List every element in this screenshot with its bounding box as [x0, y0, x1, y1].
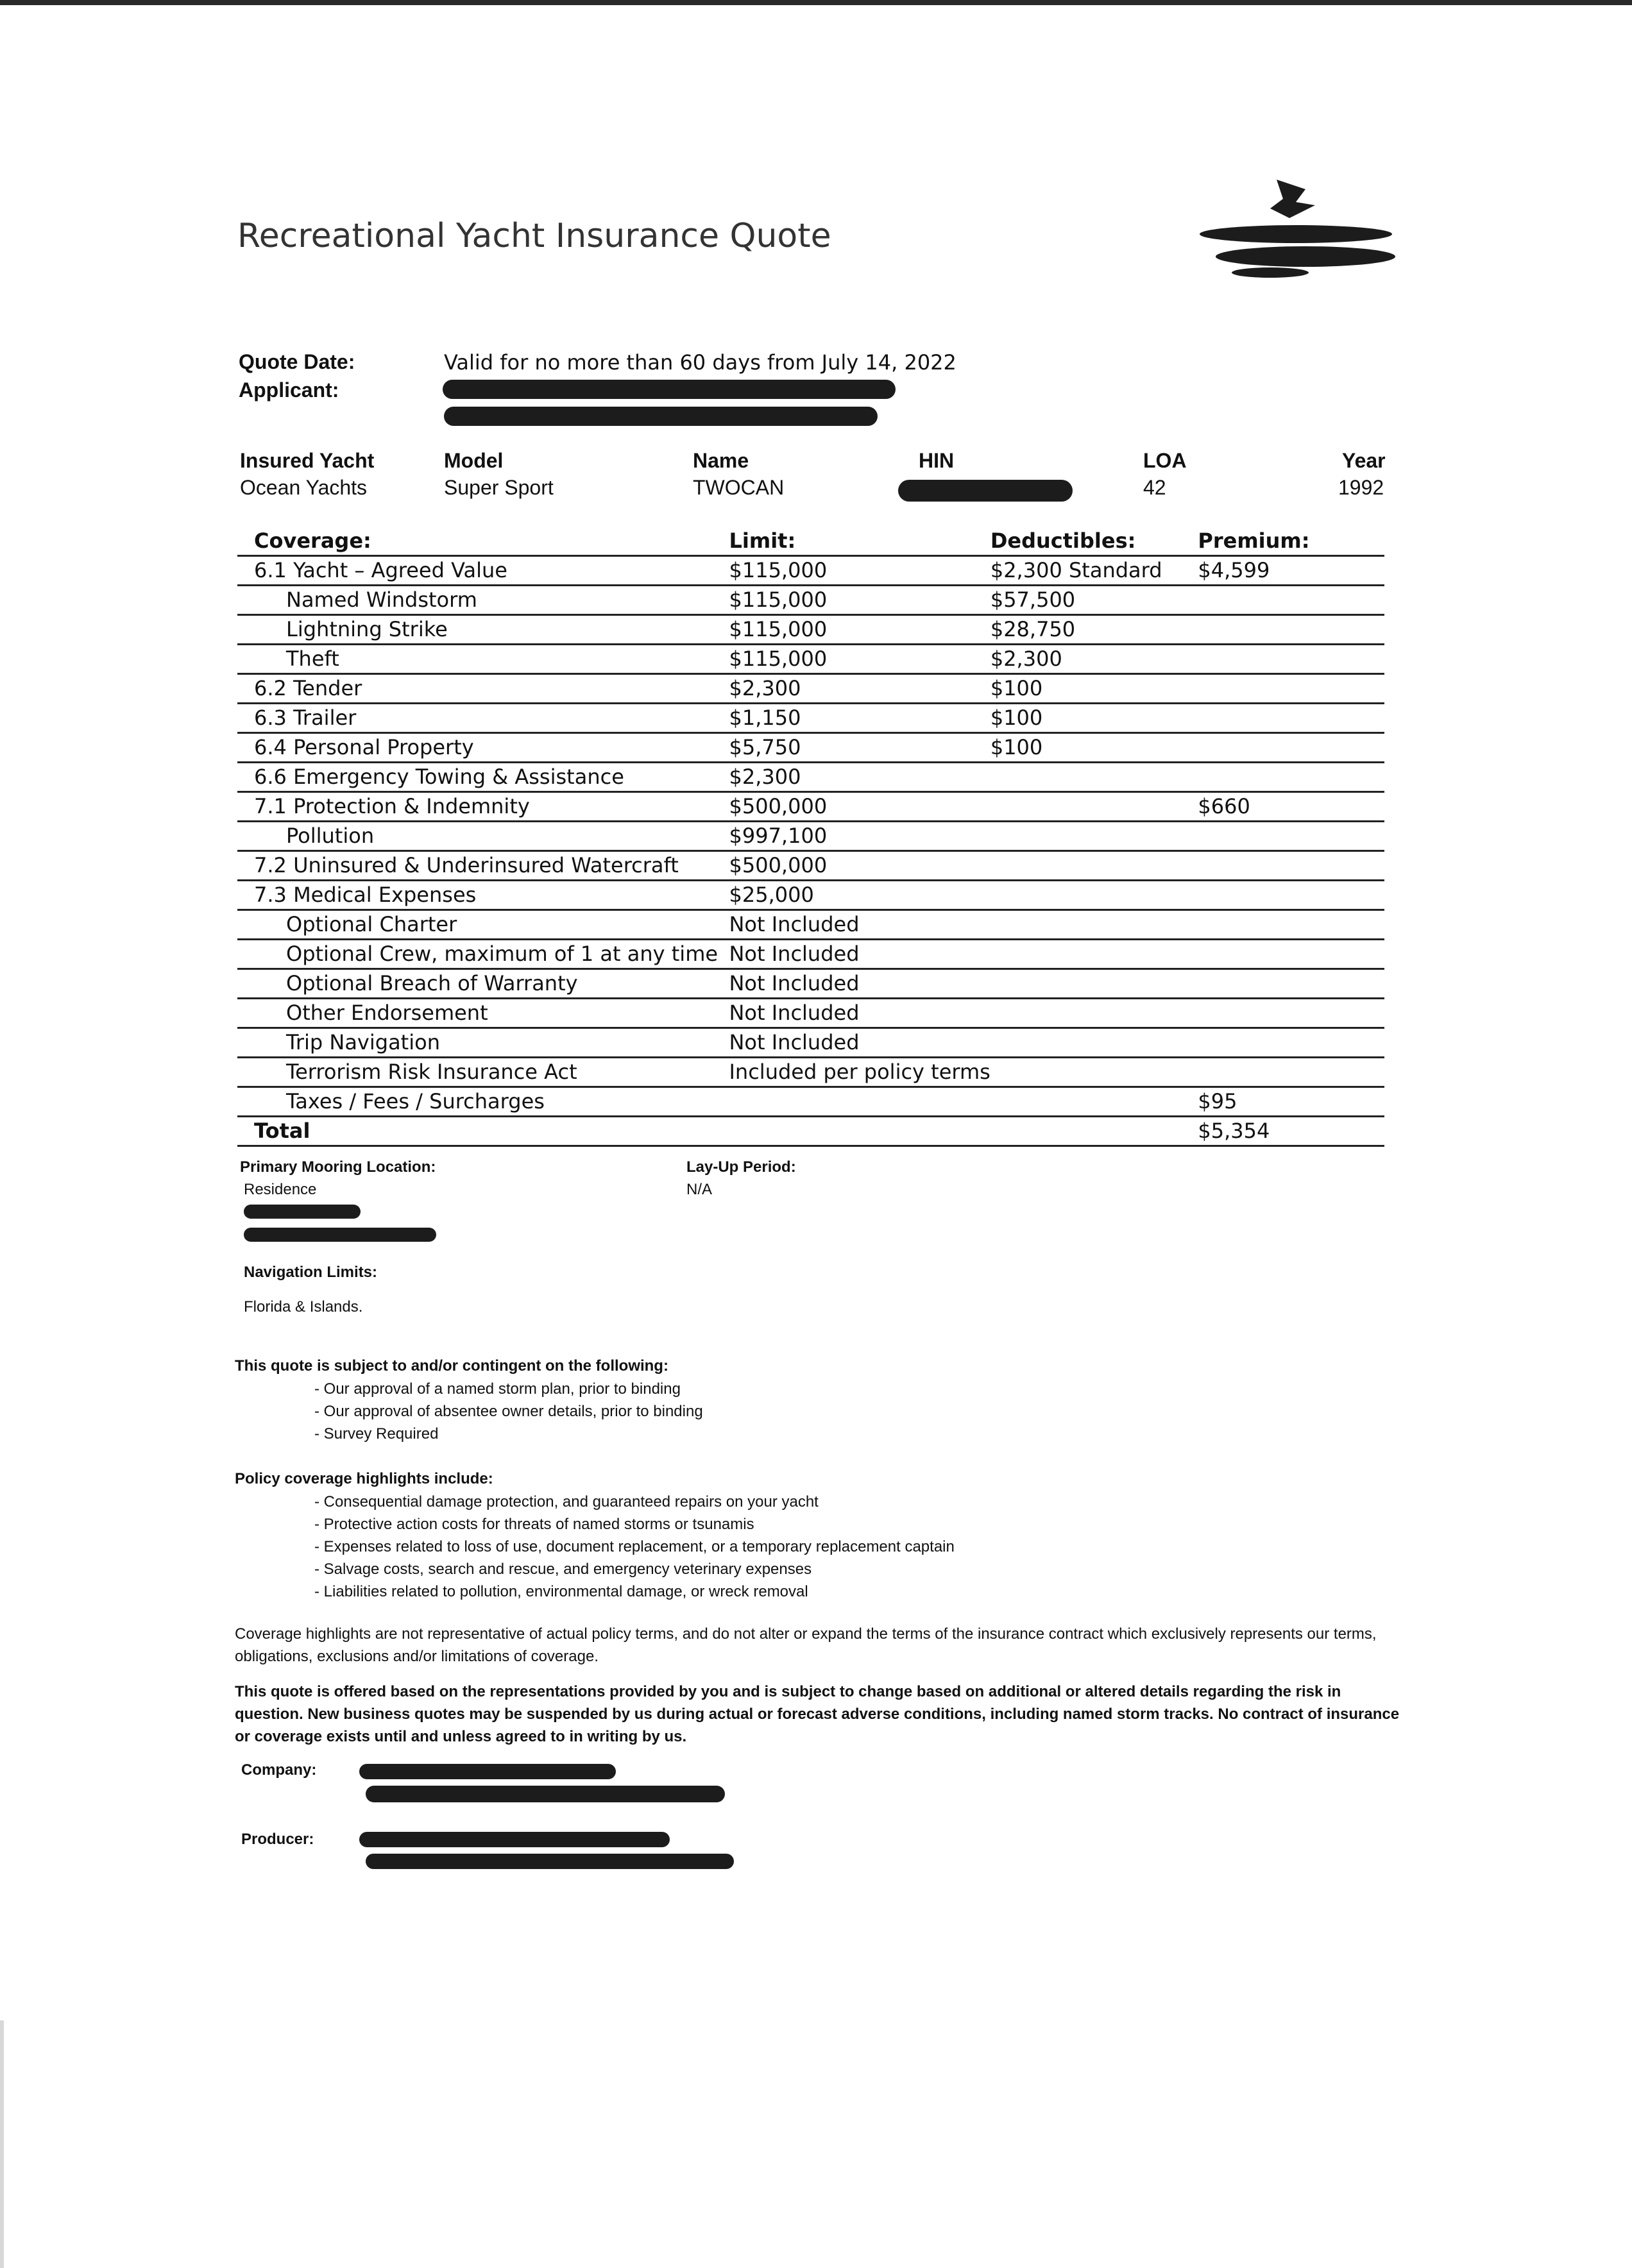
table-row	[237, 733, 1384, 763]
coverage-rows	[237, 556, 1384, 1117]
coverage-limit: $25,000	[729, 881, 990, 910]
coverage-header: Coverage:	[237, 527, 729, 556]
highlights-list	[314, 1491, 955, 1603]
coverage-name: Taxes / Fees / Surcharges	[237, 1087, 729, 1117]
table-row	[237, 1028, 1384, 1058]
coverage-premium	[1198, 910, 1384, 940]
coverage-deductible	[990, 792, 1198, 822]
coverage-name: Optional Breach of Warranty	[237, 969, 729, 999]
coverage-name: Other Endorsement	[237, 999, 729, 1028]
yacht-header-model: Model	[444, 449, 504, 472]
coverage-name: Trip Navigation	[237, 1028, 729, 1058]
coverage-premium	[1198, 645, 1384, 674]
table-row	[237, 881, 1384, 910]
table-row	[237, 910, 1384, 940]
list-item: - Our approval of absentee owner details, prior to binding	[314, 1403, 703, 1420]
table-row	[237, 674, 1384, 704]
coverage-name: Terrorism Risk Insurance Act	[237, 1058, 729, 1087]
yacht-make: Ocean Yachts	[240, 476, 368, 499]
table-row	[237, 763, 1384, 792]
list-item: - Consequential damage protection, and guaranteed repairs on your yacht	[314, 1493, 819, 1511]
yacht-header-loa: LOA	[1143, 449, 1187, 472]
coverage-name: Named Windstorm	[237, 586, 729, 615]
coverage-deductible	[990, 1058, 1198, 1087]
coverage-premium	[1198, 704, 1384, 733]
layup-value: N/A	[686, 1181, 713, 1198]
table-row	[237, 586, 1384, 615]
limit-header: Limit:	[729, 527, 990, 556]
table-row	[237, 1087, 1384, 1117]
coverage-deductible	[990, 999, 1198, 1028]
table-row	[237, 999, 1384, 1028]
redacted-mooring-line1	[244, 1205, 361, 1219]
coverage-header-row	[237, 527, 1384, 556]
coverage-limit: $115,000	[729, 586, 990, 615]
quote-date-value: Valid for no more than 60 days from July 14, 2022	[444, 350, 956, 375]
coverage-premium: $4,599	[1198, 556, 1384, 586]
coverage-premium: $95	[1198, 1087, 1384, 1117]
coverage-premium	[1198, 969, 1384, 999]
company-label: Company:	[241, 1761, 317, 1779]
list-item: - Expenses related to loss of use, document replacement, or a temporary replacement captain	[314, 1538, 955, 1555]
coverage-deductible: $2,300	[990, 645, 1198, 674]
list-item: - Liabilities related to pollution, environmental damage, or wreck removal	[314, 1583, 808, 1600]
coverage-premium	[1198, 851, 1384, 881]
table-row	[237, 1058, 1384, 1087]
list-item: - Salvage costs, search and rescue, and emergency veterinary expenses	[314, 1561, 812, 1578]
redacted-hin	[898, 480, 1073, 502]
yacht-loa: 42	[1143, 476, 1166, 499]
coverage-name: Pollution	[237, 822, 729, 851]
scan-left-edge	[0, 2020, 4, 2268]
total-row	[237, 1117, 1384, 1146]
table-row	[237, 940, 1384, 969]
table-row	[237, 822, 1384, 851]
mooring-value: Residence	[244, 1181, 317, 1198]
mooring-label: Primary Mooring Location:	[240, 1158, 436, 1176]
coverage-deductible: $100	[990, 674, 1198, 704]
layup-label: Lay-Up Period:	[686, 1158, 796, 1176]
coverage-name: 6.6 Emergency Towing & Assistance	[237, 763, 729, 792]
coverage-deductible: $57,500	[990, 586, 1198, 615]
coverage-deductible	[990, 1028, 1198, 1058]
coverage-limit: $115,000	[729, 645, 990, 674]
yacht-name: TWOCAN	[693, 476, 785, 499]
contingent-heading: This quote is subject to and/or contingent on the following:	[235, 1357, 668, 1375]
coverage-deductible	[990, 763, 1198, 792]
coverage-name: Optional Crew, maximum of 1 at any time	[237, 940, 729, 969]
table-row	[237, 615, 1384, 645]
coverage-limit	[729, 1087, 990, 1117]
table-row	[237, 704, 1384, 733]
navigation-label: Navigation Limits:	[244, 1264, 378, 1281]
navigation-value: Florida & Islands.	[244, 1298, 363, 1316]
highlights-heading: Policy coverage highlights include:	[235, 1470, 493, 1487]
premium-header: Premium:	[1198, 527, 1384, 556]
coverage-table	[237, 527, 1384, 1147]
coverage-limit: $115,000	[729, 556, 990, 586]
page-title: Recreational Yacht Insurance Quote	[237, 217, 831, 255]
redacted-company-line1	[359, 1764, 616, 1779]
yacht-header-year: Year	[1342, 449, 1386, 472]
coverage-premium	[1198, 1028, 1384, 1058]
yacht-model: Super Sport	[444, 476, 554, 499]
coverage-deductible	[990, 851, 1198, 881]
coverage-premium	[1198, 999, 1384, 1028]
coverage-limit: $500,000	[729, 792, 990, 822]
coverage-name: 6.4 Personal Property	[237, 733, 729, 763]
coverage-premium	[1198, 674, 1384, 704]
table-row	[237, 851, 1384, 881]
yacht-header-name: Name	[693, 449, 749, 472]
coverage-premium	[1198, 881, 1384, 910]
redacted-producer-line2	[366, 1854, 734, 1869]
coverage-deductible	[990, 1087, 1198, 1117]
coverage-limit: Not Included	[729, 969, 990, 999]
redacted-applicant-name	[443, 380, 896, 399]
coverage-premium	[1198, 733, 1384, 763]
yacht-header-hin: HIN	[919, 449, 955, 472]
coverage-name: Theft	[237, 645, 729, 674]
yacht-header-insured: Insured Yacht	[240, 449, 375, 472]
contingent-list	[314, 1378, 703, 1445]
coverage-deductible: $28,750	[990, 615, 1198, 645]
deductibles-header: Deductibles:	[990, 527, 1198, 556]
coverage-deductible: $100	[990, 733, 1198, 763]
coverage-limit: $2,300	[729, 674, 990, 704]
total-value: $5,354	[1198, 1117, 1384, 1146]
coverage-name: 7.2 Uninsured & Underinsured Watercraft	[237, 851, 729, 881]
coverage-limit: Not Included	[729, 999, 990, 1028]
coverage-premium	[1198, 586, 1384, 615]
coverage-name: 7.1 Protection & Indemnity	[237, 792, 729, 822]
coverage-deductible	[990, 910, 1198, 940]
table-row	[237, 969, 1384, 999]
coverage-premium	[1198, 822, 1384, 851]
redacted-mooring-line2	[244, 1228, 436, 1242]
coverage-limit: $997,100	[729, 822, 990, 851]
coverage-limit: $500,000	[729, 851, 990, 881]
coverage-premium	[1198, 1058, 1384, 1087]
table-row	[237, 792, 1384, 822]
producer-label: Producer:	[241, 1831, 314, 1848]
coverage-limit: $5,750	[729, 733, 990, 763]
coverage-name: 6.2 Tender	[237, 674, 729, 704]
coverage-deductible	[990, 969, 1198, 999]
coverage-limit: Not Included	[729, 910, 990, 940]
coverage-deductible	[990, 940, 1198, 969]
coverage-deductible: $2,300 Standard	[990, 556, 1198, 586]
coverage-premium	[1198, 940, 1384, 969]
total-label: Total	[237, 1117, 729, 1146]
coverage-premium	[1198, 763, 1384, 792]
coverage-name: 6.1 Yacht – Agreed Value	[237, 556, 729, 586]
applicant-label: Applicant:	[239, 378, 339, 402]
coverage-name: 7.3 Medical Expenses	[237, 881, 729, 910]
coverage-limit: $1,150	[729, 704, 990, 733]
coverage-deductible	[990, 822, 1198, 851]
table-row	[237, 556, 1384, 586]
disclaimer-paragraph: Coverage highlights are not representative of actual policy terms, and do not alter or expand the terms of the insurance contract which exclusively represents our terms, obligations, exclusions and/or limitations of coverage.	[235, 1625, 1377, 1665]
coverage-premium: $660	[1198, 792, 1384, 822]
coverage-premium	[1198, 615, 1384, 645]
yacht-year: 1992	[1338, 476, 1384, 499]
table-row	[237, 645, 1384, 674]
coverage-limit: Not Included	[729, 1028, 990, 1058]
coverage-limit: Included per policy terms	[729, 1058, 990, 1087]
scan-top-edge	[0, 0, 1632, 5]
coverage-name: Lightning Strike	[237, 615, 729, 645]
redacted-company-line2	[366, 1786, 725, 1802]
notice-paragraph: This quote is offered based on the representations provided by you and is subject to change based on additional or altered details regarding the risk in question. New business quotes may be suspended by us during actual or forecast adverse conditions, including named storm tracks. No contract of insurance or coverage exists until and unless agreed to in writing by us.	[235, 1683, 1400, 1745]
redacted-applicant-address	[444, 407, 878, 426]
coverage-deductible	[990, 881, 1198, 910]
redacted-producer-line1	[359, 1832, 670, 1847]
coverage-deductible: $100	[990, 704, 1198, 733]
coverage-limit: $115,000	[729, 615, 990, 645]
coverage-limit: Not Included	[729, 940, 990, 969]
coverage-name: 6.3 Trailer	[237, 704, 729, 733]
list-item: - Our approval of a named storm plan, prior to binding	[314, 1380, 681, 1398]
list-item: - Survey Required	[314, 1425, 439, 1443]
coverage-limit: $2,300	[729, 763, 990, 792]
list-item: - Protective action costs for threats of named storms or tsunamis	[314, 1516, 754, 1533]
coverage-name: Optional Charter	[237, 910, 729, 940]
quote-date-label: Quote Date:	[239, 350, 355, 373]
redacted-logo	[1193, 173, 1398, 282]
